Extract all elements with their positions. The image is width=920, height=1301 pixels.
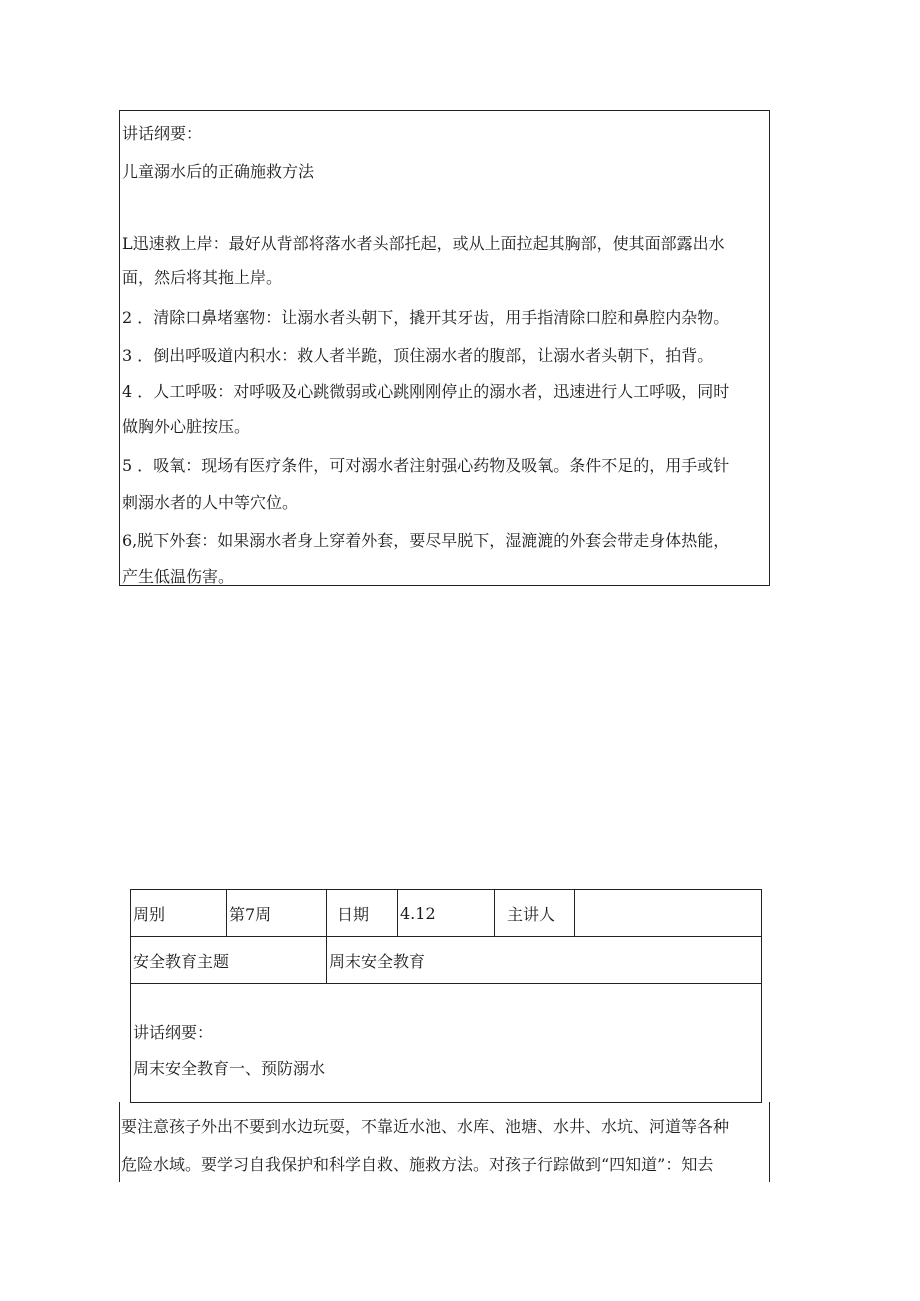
week-value: 第7周 <box>227 890 327 937</box>
continuation-border-left <box>119 1102 120 1182</box>
date-label: 日期 <box>327 890 398 937</box>
theme-label: 安全教育主题 <box>131 937 327 984</box>
outline-label: 讲话纲要： <box>122 124 203 143</box>
outline-box-rescue <box>119 110 770 586</box>
outline-topic: 儿童溺水后的正确施救方法 <box>122 162 315 181</box>
week-label: 周别 <box>131 890 227 937</box>
rescue-step-6-line-1: 6,脱下外套：如果溺水者身上穿着外套，要尽早脱下，湿漉漉的外套会带走身体热能， <box>122 531 730 550</box>
rescue-step-1-line-2: 面，然后将其拖上岸。 <box>122 268 283 287</box>
rescue-step-6-line-2: 产生低温伤害。 <box>122 567 235 586</box>
speaker-value <box>575 890 762 937</box>
outline-topic-2: 周末安全教育一、预防溺水 <box>133 1059 326 1078</box>
rescue-step-1-line-1: L迅速救上岸：最好从背部将落水者头部托起，或从上面拉起其胸部，使其面部露出水 <box>122 234 725 253</box>
rescue-step-4-line-1: 4 ．人工呼吸：对呼吸及心跳微弱或心跳刚刚停止的溺水者，迅速进行人工呼吸，同时 <box>122 382 730 401</box>
rescue-step-5-line-2: 刺溺水者的人中等穴位。 <box>122 493 299 512</box>
rescue-step-2: 2 ．清除口鼻堵塞物：让溺水者头朝下，撬开其牙齿，用手指清除口腔和鼻腔内杂物。 <box>122 308 730 327</box>
outline-cell <box>131 984 762 1103</box>
date-value: 4.12 <box>398 890 495 937</box>
prevention-text-line-2: 危险水域。要学习自我保护和科学自救、施救方法。对孩子行踪做到“四知道”：知去 <box>121 1155 714 1174</box>
rescue-step-4-line-2: 做胸外心脏按压。 <box>122 417 251 436</box>
rescue-step-5-line-1: 5 ．吸氧：现场有医疗条件，可对溺水者注射强心药物及吸氧。条件不足的，用手或针 <box>122 456 730 475</box>
outline-label-2: 讲话纲要： <box>133 1023 214 1042</box>
prevention-text-line-1: 要注意孩子外出不要到水边玩耍，不靠近水池、水库、池塘、水井、水坑、河道等各种 <box>121 1117 730 1136</box>
lesson-info-table <box>130 889 762 1103</box>
theme-value: 周末安全教育 <box>327 937 762 984</box>
rescue-step-3: 3 ．倒出呼吸道内积水：救人者半跪，顶住溺水者的腹部，让溺水者头朝下，拍背。 <box>122 346 714 365</box>
speaker-label: 主讲人 <box>495 890 575 937</box>
